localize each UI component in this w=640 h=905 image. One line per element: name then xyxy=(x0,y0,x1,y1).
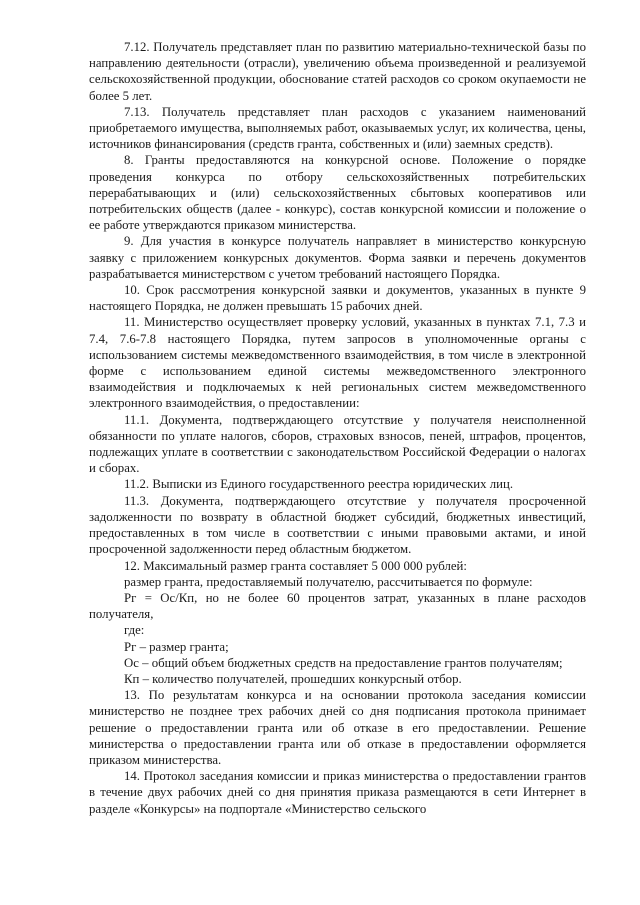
paragraph-9: 9. Для участия в конкурсе получатель направляет в министерство конкурсную заявку с приложением конкурсных документов. Форма заявки и перечень документов разрабатывается министерством с учетом требований настоящего Порядка. xyxy=(89,234,586,281)
paragraph-12-formula-intro: размер гранта, предоставляемый получателю, рассчитывается по формуле: xyxy=(124,574,533,589)
paragraph-formula: Рг = Ос/Кп, но не более 60 процентов затрат, указанных в плане расходов получателя, xyxy=(89,590,586,622)
paragraph-14: 14. Протокол заседания комиссии и приказ министерства о предоставлении грантов в течение двух рабочих дней со дня принятия приказа размещаются в сети Интернет в разделе «Конкурсы» на подпортале «Министерство сельского xyxy=(89,769,586,816)
paragraph-11-1: 11.1. Документа, подтверждающего отсутствие у получателя неисполненной обязанности по уплате налогов, сборов, страховых взносов, пеней, штрафов, процентов, подлежащих уплате в соответствии с законодательством Российской Федерации о налогах и сборах. xyxy=(89,412,586,476)
paragraph-12: 12. Максимальный размер гранта составляет 5 000 000 рублей: xyxy=(124,558,467,573)
paragraph-11-2: 11.2. Выписки из Единого государственного реестра юридических лиц. xyxy=(124,477,514,492)
paragraph-os-definition: Ос – общий объем бюджетных средств на предоставление грантов получателям; xyxy=(124,655,563,670)
paragraph-7-13: 7.13. Получатель представляет план расходов с указанием наименований приобретаемого имущества, выполняемых работ, оказываемых услуг, их количества, цены, источников финансирования (средств гранта, собственных и (или) заемных средств). xyxy=(89,104,586,152)
paragraph-8: 8. Гранты предоставляются на конкурсной основе. Положение о порядке проведения конкурса по отбору сельскохозяйственных потребительских перерабатывающих и (или) сельскохозяйственных сбытовых кооперативов или потребительских обществ (далее - конкурс), состав конкурсной комиссии и положение о ее работе утверждаются приказом министерства. xyxy=(89,153,586,233)
paragraph-11: 11. Министерство осуществляет проверку условий, указанных в пунктах 7.1, 7.3 и 7.4, 7.6-7.8 настоящего Порядка, путем запросов в уполномоченные органы с использованием системы межведомственного взаимодействия, в том числе в электронной форме с использованием единой системы межведомственного электронного взаимодействия и подключаемых к ней региональных систем межведомственного электронного взаимодействия, о предоставлении: xyxy=(89,315,586,411)
paragraph-where: где: xyxy=(124,623,145,638)
paragraph-kp-definition: Кп – количество получателей, прошедших конкурсный отбор. xyxy=(124,671,462,686)
paragraph-rg-definition: Рг – размер гранта; xyxy=(124,639,229,654)
paragraph-13: 13. По результатам конкурса и на основании протокола заседания комиссии министерство не позднее трех рабочих дней со дня подписания протокола принимает решение о предоставлении гранта или об отказе в его предоставлении. Решение министерства о предоставлении гранта или об отказе в предоставлении оформляется приказом министерства. xyxy=(89,688,586,767)
document-page xyxy=(89,39,586,817)
paragraph-7-12: 7.12. Получатель представляет план по развитию материально-технической базы по направлению деятельности (отрасли), увеличению объема произведенной и реализуемой сельскохозяйственной продукции, обоснование статей расходов со сроком окупаемости не более 5 лет. xyxy=(89,40,586,103)
paragraph-11-3: 11.3. Документа, подтверждающего отсутствие у получателя просроченной задолженности по возврату в областной бюджет субсидий, бюджетных инвестиций, предоставленных в том числе в соответствии с иными правовыми актами, и иной просроченной задолженности перед областным бюджетом. xyxy=(89,493,586,557)
paragraph-10: 10. Срок рассмотрения конкурсной заявки и документов, указанных в пункте 9 настоящего Порядка, не должен превышать 15 рабочих дней. xyxy=(89,283,586,314)
